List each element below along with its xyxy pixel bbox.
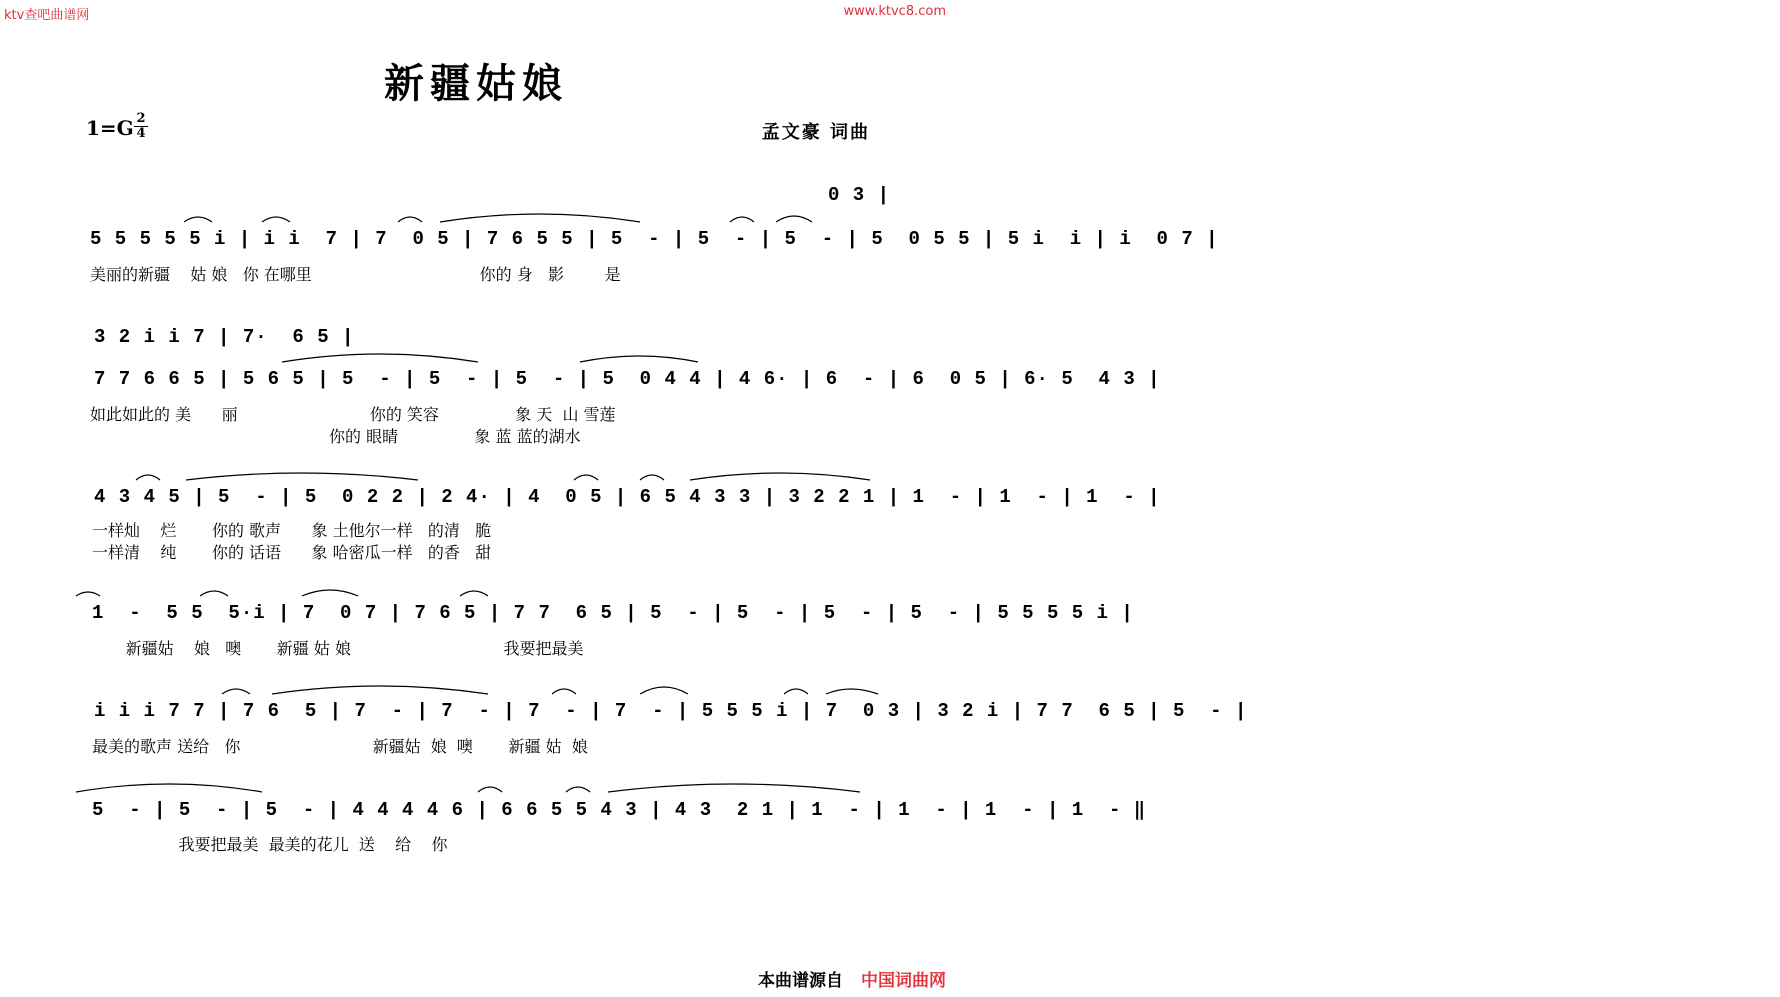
slur xyxy=(784,689,808,694)
lyrics-line-3-verse-2: 一样清 纯 你的 话语 象 哈密瓜一样 的香 甜 xyxy=(92,543,492,562)
slur xyxy=(580,356,698,362)
author-credit: 孟文豪 词曲 xyxy=(761,122,870,143)
slur xyxy=(440,214,640,222)
score-line-3: 4 3 4 5 | 5 - | 5 0 2 2 | 2 4· | 4 0 5 | 6 5 4 3 3 | 3 2 2 1 | 1 - | 1 - | 1 - | xyxy=(94,486,1161,508)
slur xyxy=(222,689,250,694)
footer-credit xyxy=(758,966,946,991)
slur xyxy=(566,787,590,792)
lyrics-line-1: 美丽的新疆 姑 娘 你 在哪里 你的 身 影 是 xyxy=(90,265,621,284)
slur xyxy=(398,217,422,222)
lyrics-line-5: 最美的歌声 送给 你 新疆姑 娘 噢 新疆 姑 娘 xyxy=(92,737,588,756)
slur xyxy=(262,217,290,222)
time-signature-bottom: 4 xyxy=(136,126,146,141)
lyrics-line-2-verse-2: 你的 眼睛 象 蓝 蓝的湖水 xyxy=(90,427,581,446)
slur xyxy=(76,592,100,596)
slur xyxy=(200,591,228,596)
lyrics-line-3-verse-1: 一样灿 烂 你的 歌声 象 土他尔一样 的清 脆 xyxy=(92,521,492,540)
score-line-5: i i i 7 7 | 7 6 5 | 7 - | 7 - | 7 - | 7 - | 5 5 5 i | 7 0 3 | 3 2 i | 7 7 6 5 | 5 - | xyxy=(94,700,1248,722)
slur xyxy=(184,217,212,222)
slur xyxy=(552,689,576,694)
slur xyxy=(690,473,870,480)
lyrics-line-4: 新疆姑 娘 噢 新疆 姑 娘 我要把最美 xyxy=(90,639,584,658)
footer-site-link[interactable]: 中国词曲网 xyxy=(861,971,946,991)
watermark-left: ktv查吧曲谱网 xyxy=(4,8,90,23)
slur xyxy=(302,590,358,596)
slur xyxy=(640,687,688,694)
slur xyxy=(826,689,878,694)
slur xyxy=(776,216,812,222)
pickup-notes: 0 3 | xyxy=(828,184,891,206)
slur xyxy=(640,475,664,480)
score-line-1: 5 5 5 5 5 i | i i 7 | 7 0 5 | 7 6 5 5 | 5 - | 5 - | 5 - | 5 0 5 5 | 5 i i | i 0 7 | xyxy=(90,228,1219,250)
slur xyxy=(272,686,488,694)
slur xyxy=(460,591,488,596)
slur xyxy=(478,787,502,792)
lyrics-line-6: 我要把最美 最美的花儿 送 给 你 xyxy=(92,835,448,854)
footer-source-label: 本曲谱源自 xyxy=(758,971,843,991)
score-line-6: 5 - | 5 - | 5 - | 4 4 4 4 6 | 6 6 5 5 4 3 | 4 3 2 1 | 1 - | 1 - | 1 - | 1 - ‖ xyxy=(92,799,1147,821)
score-line-2-upper: 3 2 i i 7 | 7· 6 5 | xyxy=(94,326,355,348)
slur xyxy=(608,784,860,792)
slur xyxy=(282,354,478,362)
song-title: 新疆姑娘 xyxy=(384,60,568,107)
slur xyxy=(186,473,418,480)
score-line-4: 1 - 5 5 5·i | 7 0 7 | 7 6 5 | 7 7 6 5 | 5 - | 5 - | 5 - | 5 - | 5 5 5 5 i | xyxy=(92,602,1134,624)
watermark-right: www.ktvc8.com xyxy=(843,4,946,19)
slur xyxy=(574,475,598,480)
key-signature: 1=G xyxy=(86,116,134,140)
slur xyxy=(136,475,160,480)
lyrics-line-2-verse-1: 如此如此的 美 丽 你的 笑容 象 天 山 雪莲 xyxy=(90,405,616,424)
slur xyxy=(76,784,262,792)
slur xyxy=(730,217,754,222)
time-signature-top: 2 xyxy=(134,112,148,127)
score-line-2: 7 7 6 6 5 | 5 6 5 | 5 - | 5 - | 5 - | 5 0 4 4 | 4 6· | 6 - | 6 0 5 | 6· 5 4 3 | xyxy=(94,368,1161,390)
